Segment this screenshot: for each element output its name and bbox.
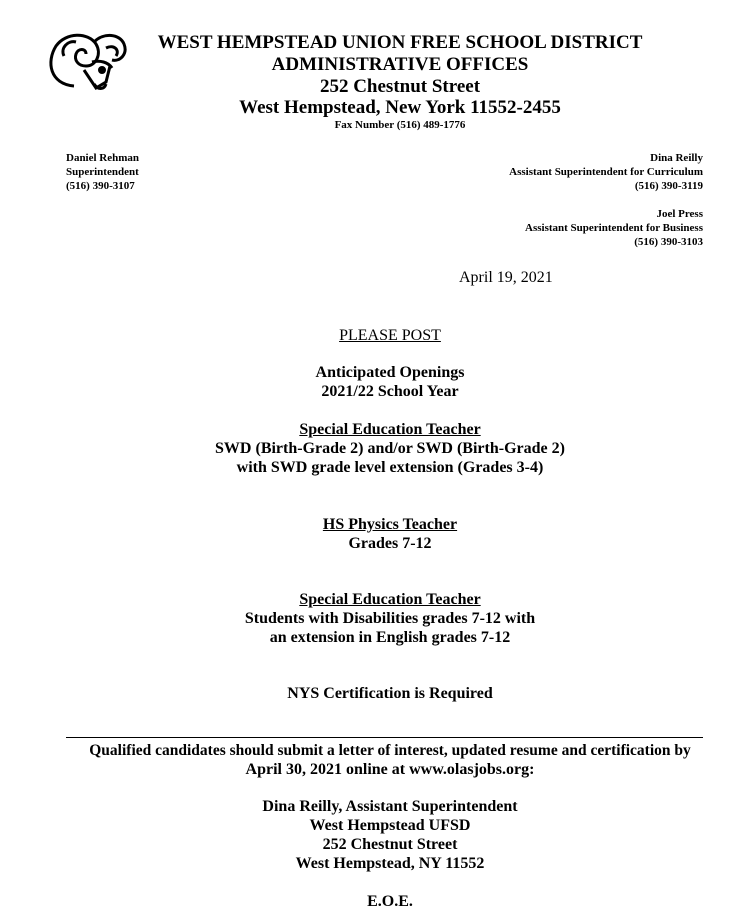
curriculum-block: [509, 151, 703, 193]
instructions-line1: Qualified candidates should submit a letter of interest, updated resume and certification by: [89, 742, 691, 759]
position-detail: Students with Disabilities grades 7-12 with: [244, 610, 536, 627]
position-detail: with SWD grade level extension (Grades 3-4): [236, 459, 544, 476]
instructions-line2: April 30, 2021 online at www.olasjobs.org:: [245, 761, 535, 778]
intro-line1: Anticipated Openings: [315, 364, 465, 381]
superintendent-block: [66, 151, 139, 193]
official-name: Joel Press: [656, 208, 703, 220]
eoe: E.O.E.: [367, 893, 413, 910]
contact-street: 252 Chestnut Street: [322, 836, 458, 853]
offices-heading: ADMINISTRATIVE OFFICES: [271, 54, 529, 75]
certification-note: NYS Certification is Required: [287, 685, 493, 702]
position-detail: an extension in English grades 7-12: [269, 629, 511, 646]
letter-date: April 19, 2021: [459, 269, 553, 286]
intro-line2: 2021/22 School Year: [321, 383, 459, 400]
position-detail: SWD (Birth-Grade 2) and/or SWD (Birth-Grade 2): [215, 440, 565, 457]
official-title: Superintendent: [66, 166, 139, 178]
contact-org: West Hempstead UFSD: [309, 817, 471, 834]
position-title: Special Education Teacher: [299, 591, 481, 608]
position-title: Special Education Teacher: [299, 421, 481, 438]
official-phone: (516) 390-3103: [634, 236, 703, 248]
official-name: Dina Reilly: [650, 152, 703, 164]
position-title: HS Physics Teacher: [322, 516, 458, 533]
official-name: Daniel Rehman: [66, 152, 140, 164]
header-street: 252 Chestnut Street: [319, 76, 481, 97]
position-detail: Grades 7-12: [348, 535, 432, 552]
divider: [66, 737, 703, 738]
official-phone: (516) 390-3119: [634, 180, 703, 192]
official-title: Assistant Superintendent for Business: [525, 222, 703, 234]
contact-name: Dina Reilly, Assistant Superintendent: [262, 798, 518, 815]
official-phone: (516) 390-3107: [66, 180, 135, 192]
fax-number: Fax Number (516) 489-1776: [334, 119, 466, 131]
contact-city: West Hempstead, NY 11552: [295, 855, 485, 872]
header-city: West Hempstead, New York 11552-2455: [239, 97, 561, 118]
business-block: [525, 207, 703, 249]
official-title: Assistant Superintendent for Curriculum: [509, 166, 703, 178]
please-post: PLEASE POST: [339, 327, 441, 344]
district-name: WEST HEMPSTEAD UNION FREE SCHOOL DISTRICT: [157, 32, 643, 53]
